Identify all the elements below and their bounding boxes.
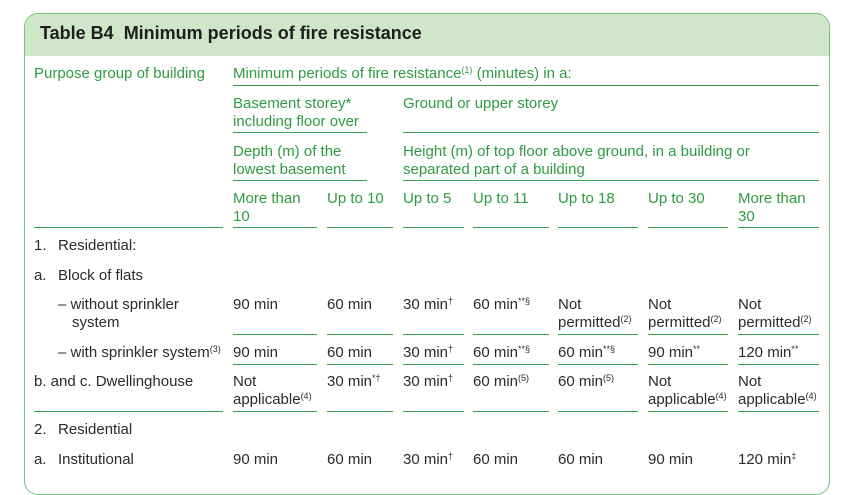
cell-value: 90 min bbox=[233, 344, 279, 361]
row-label-cont: system bbox=[72, 314, 120, 331]
divider-line bbox=[648, 364, 728, 365]
divider-line bbox=[473, 334, 549, 335]
cell-value: Not bbox=[648, 296, 672, 313]
cell-value: 60 min**§ bbox=[473, 344, 531, 361]
table-title-bar bbox=[25, 14, 829, 56]
basement-header: Basement storey* bbox=[233, 95, 352, 112]
cell-value: 60 $\min^{(5)}$ bbox=[473, 373, 530, 390]
column-header: Up to 10 bbox=[327, 190, 384, 207]
purpose-group-header: Purpose group of building bbox=[34, 65, 205, 82]
cell-value: 60 min**§ bbox=[473, 296, 531, 313]
basement-header-cont: including floor over bbox=[233, 113, 359, 130]
divider-line bbox=[473, 411, 549, 412]
divider-line bbox=[233, 411, 317, 412]
column-header: Up to 5 bbox=[403, 190, 452, 207]
column-header-cont: 10 bbox=[233, 208, 250, 225]
cell-value: 60 min bbox=[327, 344, 373, 361]
divider-line bbox=[403, 227, 464, 228]
row-letter: a. bbox=[34, 451, 47, 468]
cell-value-cont: permitted$^{(2)}$ bbox=[648, 314, 722, 331]
cell-value: 30 min† bbox=[403, 296, 454, 313]
divider-line bbox=[558, 411, 638, 412]
cell-value: 30 min*† bbox=[327, 373, 381, 390]
divider-line bbox=[327, 227, 393, 228]
cell-value: 30 min† bbox=[403, 451, 454, 468]
divider-line bbox=[558, 227, 638, 228]
cell-value: Not bbox=[648, 373, 672, 390]
cell-value: 60 min bbox=[327, 296, 373, 313]
cell-value-cont: applicable$^{(4)}$ bbox=[738, 391, 817, 408]
cell-value: 90 min bbox=[648, 451, 694, 468]
height-header: Height (m) of top floor above ground, in a building or bbox=[403, 143, 750, 160]
row-label: – without sprinkler bbox=[58, 296, 179, 313]
divider-line bbox=[558, 364, 638, 365]
row-label: – with sprinkler system$^{(3)}$ bbox=[58, 344, 221, 361]
divider-line bbox=[738, 227, 819, 228]
row-letter: a. bbox=[34, 267, 47, 284]
column-header: More than bbox=[233, 190, 301, 207]
cell-value: 60 min bbox=[558, 451, 604, 468]
divider-line bbox=[327, 334, 393, 335]
divider-line bbox=[738, 411, 819, 412]
cell-value: Not bbox=[233, 373, 257, 390]
cell-value-cont: applicable$^{(4)}$ bbox=[648, 391, 727, 408]
cell-value: 30 min† bbox=[403, 344, 454, 361]
divider-line bbox=[473, 364, 549, 365]
divider-line bbox=[403, 180, 819, 181]
cell-value-cont: permitted$^{(2)}$ bbox=[738, 314, 812, 331]
divider-line bbox=[233, 364, 317, 365]
divider-line bbox=[648, 411, 728, 412]
divider-line bbox=[648, 334, 728, 335]
depth-header: Depth (m) of the bbox=[233, 143, 342, 160]
divider-line bbox=[558, 334, 638, 335]
row-label: Block of flats bbox=[58, 267, 144, 284]
divider-line bbox=[738, 334, 819, 335]
divider-line bbox=[34, 227, 223, 228]
cell-value: 60 min**§ bbox=[558, 344, 616, 361]
cell-value-cont: applicable$^{(4)}$ bbox=[233, 391, 312, 408]
cell-value: 90 min bbox=[233, 451, 279, 468]
divider-line bbox=[327, 411, 393, 412]
cell-value: Not bbox=[738, 373, 762, 390]
row-number: 1. bbox=[34, 237, 47, 254]
divider-line bbox=[233, 227, 317, 228]
cell-value-cont: permitted$^{(2)}$ bbox=[558, 314, 632, 331]
table-title: Table B4 Minimum periods of fire resistance bbox=[40, 23, 422, 43]
divider-line bbox=[403, 411, 464, 412]
height-header-cont: separated part of a building bbox=[403, 161, 585, 178]
column-header: Up to 11 bbox=[473, 190, 529, 207]
column-header: Up to 18 bbox=[558, 190, 615, 207]
divider-line bbox=[403, 132, 819, 133]
divider-line bbox=[327, 364, 393, 365]
divider-line bbox=[648, 227, 728, 228]
divider-line bbox=[233, 334, 317, 335]
cell-value: 60 min bbox=[327, 451, 373, 468]
cell-value: 60 min bbox=[473, 451, 519, 468]
divider-line bbox=[34, 411, 223, 412]
cell-value: 60 $\min^{(5)}$ bbox=[558, 373, 615, 390]
ground-upper-header: Ground or upper storey bbox=[403, 95, 559, 112]
divider-line bbox=[738, 364, 819, 365]
cell-value: 120 min** bbox=[738, 344, 799, 361]
row-label: Residential: bbox=[58, 237, 137, 254]
row-number: 2. bbox=[34, 421, 47, 438]
min-periods-header: Minimum periods of fire resistance$^{(1)}$ (minutes) in a: bbox=[233, 65, 572, 82]
divider-line bbox=[233, 132, 367, 133]
cell-value: Not bbox=[738, 296, 762, 313]
cell-value: 90 min bbox=[233, 296, 279, 313]
column-header-cont: 30 bbox=[738, 208, 755, 225]
row-label: Residential bbox=[58, 421, 133, 438]
divider-line bbox=[233, 85, 819, 86]
cell-value: 30 min† bbox=[403, 373, 454, 390]
column-header: More than bbox=[738, 190, 806, 207]
row-label: Institutional bbox=[58, 451, 134, 468]
cell-value: 90 min** bbox=[648, 344, 701, 361]
depth-header-cont: lowest basement bbox=[233, 161, 346, 178]
cell-value: 120 min‡ bbox=[738, 451, 797, 468]
divider-line bbox=[473, 227, 549, 228]
divider-line bbox=[403, 364, 464, 365]
divider-line bbox=[233, 180, 367, 181]
row-label: b. and c. Dwellinghouse bbox=[34, 373, 194, 390]
column-header: Up to 30 bbox=[648, 190, 705, 207]
divider-line bbox=[403, 334, 464, 335]
fire-resistance-table bbox=[24, 13, 830, 495]
cell-value: Not bbox=[558, 296, 582, 313]
